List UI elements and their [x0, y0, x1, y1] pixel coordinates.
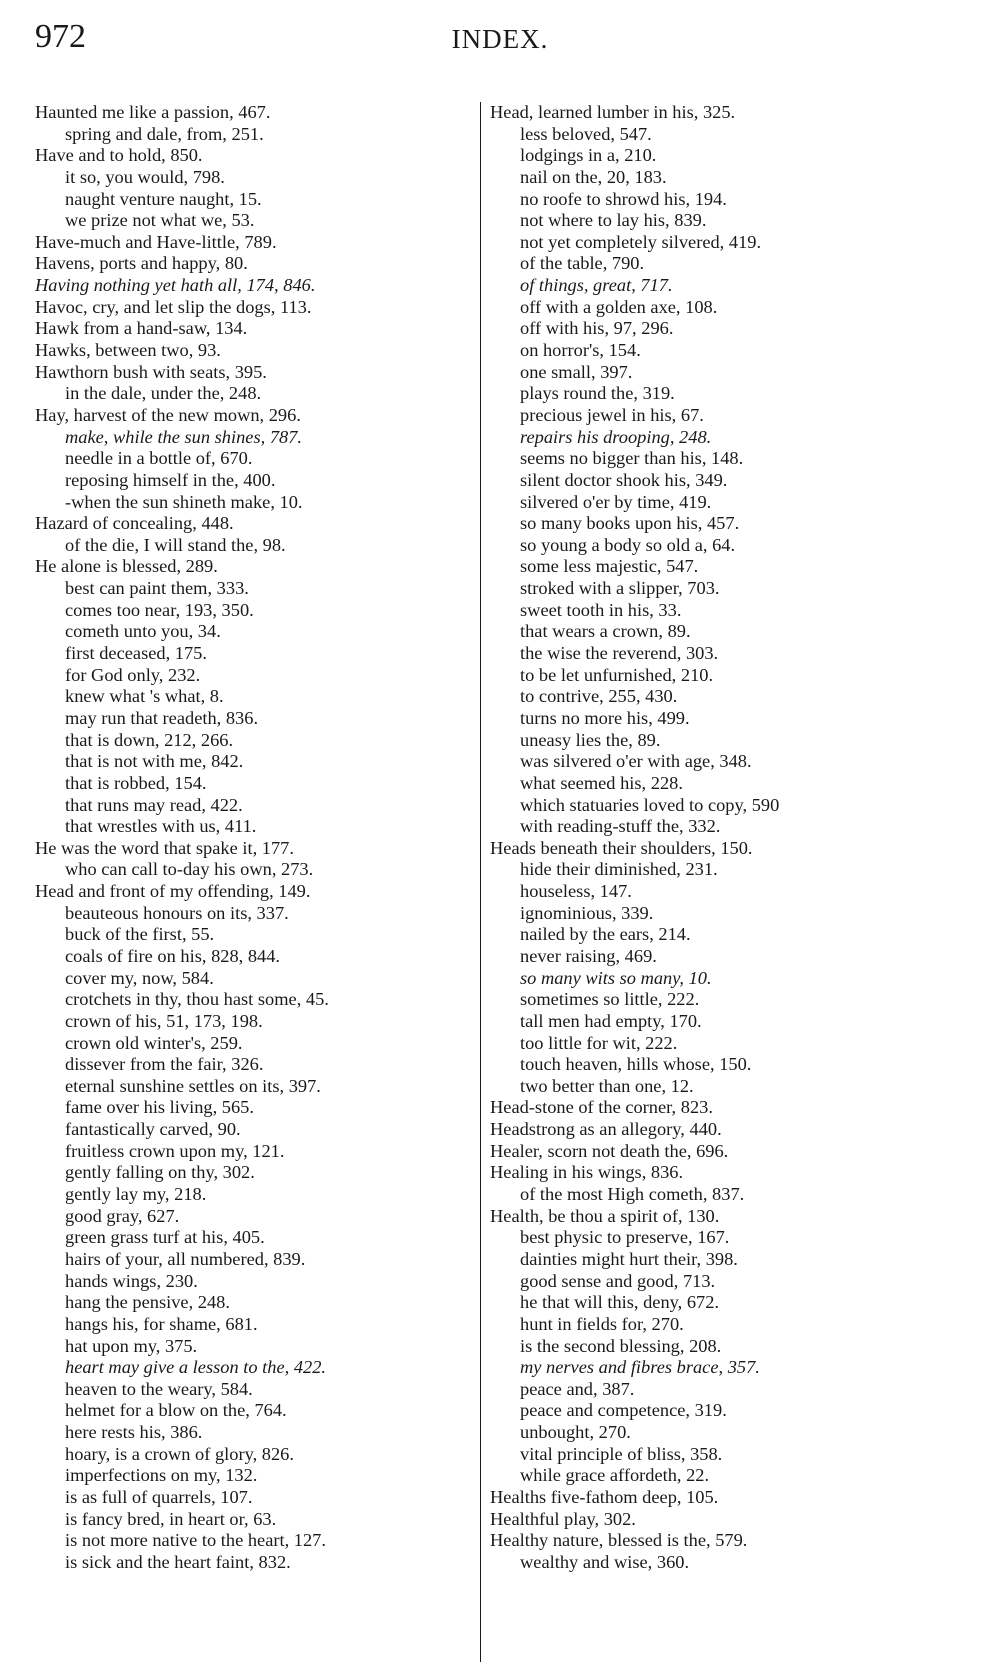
- index-subentry: cometh unto you, 34.: [65, 621, 221, 642]
- index-entry: Headstrong as an allegory, 440.: [490, 1119, 722, 1140]
- index-subentry: who can call to-day his own, 273.: [65, 859, 314, 880]
- index-subentry: is sick and the heart faint, 832.: [65, 1551, 291, 1572]
- index-subentry: hangs his, for shame, 681.: [65, 1313, 258, 1334]
- left-column: [35, 102, 505, 1574]
- index-subentry: good gray, 627.: [65, 1205, 180, 1226]
- index-subentry: that is down, 212, 266.: [65, 729, 234, 750]
- index-entry: Healing in his wings, 836.: [490, 1162, 684, 1183]
- index-subentry: ignominious, 339.: [520, 902, 654, 923]
- index-subentry: nail on the, 20, 183.: [520, 166, 667, 187]
- index-subentry: for God only, 232.: [65, 664, 201, 685]
- index-entry: He alone is blessed, 289.: [35, 556, 218, 577]
- index-subentry: silvered o'er by time, 419.: [520, 491, 712, 512]
- index-subentry: stroked with a slipper, 703.: [520, 578, 720, 599]
- index-entry: Have and to hold, 850.: [35, 145, 203, 166]
- index-subentry: which statuaries loved to copy, 590: [520, 794, 780, 815]
- index-subentry: here rests his, 386.: [65, 1422, 203, 1443]
- index-subentry: plays round the, 319.: [520, 383, 675, 404]
- index-subentry: too little for wit, 222.: [520, 1032, 678, 1053]
- index-entry: Healer, scorn not death the, 696.: [490, 1140, 729, 1161]
- index-subentry: one small, 397.: [520, 361, 633, 382]
- index-entry: Hawthorn bush with seats, 395.: [35, 361, 267, 382]
- index-subentry: that wrestles with us, 411.: [65, 816, 257, 837]
- index-subentry: never raising, 469.: [520, 945, 657, 966]
- index-subentry: good sense and good, 713.: [520, 1270, 716, 1291]
- index-subentry: we prize not what we, 53.: [65, 210, 255, 231]
- index-subentry: first deceased, 175.: [65, 643, 207, 664]
- index-subentry: hang the pensive, 248.: [65, 1292, 230, 1313]
- index-entry: Head, learned lumber in his, 325.: [490, 102, 736, 122]
- index-subentry: that wears a crown, 89.: [520, 621, 691, 642]
- index-subentry: sometimes so little, 222.: [520, 989, 700, 1010]
- index-subentry: dissever from the fair, 326.: [65, 1054, 264, 1075]
- index-subentry: hide their diminished, 231.: [520, 859, 718, 880]
- index-subentry: crotchets in thy, thou hast some, 45.: [65, 989, 329, 1010]
- index-subentry: heaven to the weary, 584.: [65, 1378, 253, 1399]
- index-subentry: that is robbed, 154.: [65, 772, 207, 793]
- index-subentry: in the dale, under the, 248.: [65, 383, 262, 404]
- index-subentry: green grass turf at his, 405.: [65, 1227, 265, 1248]
- index-subentry: hands wings, 230.: [65, 1270, 198, 1291]
- index-subentry: peace and, 387.: [520, 1378, 635, 1399]
- index-subentry: some less majestic, 547.: [520, 556, 699, 577]
- index-subentry: on horror's, 154.: [520, 340, 641, 361]
- index-subentry: what seemed his, 228.: [520, 772, 683, 793]
- index-entry: Havoc, cry, and let slip the dogs, 113.: [35, 296, 312, 317]
- index-subentry: cover my, now, 584.: [65, 967, 214, 988]
- index-subentry: tall men had empty, 170.: [520, 1010, 702, 1031]
- index-subentry: the wise the reverend, 303.: [520, 643, 719, 664]
- index-subentry: hat upon my, 375.: [65, 1335, 198, 1356]
- index-subentry: vital principle of bliss, 358.: [520, 1443, 723, 1464]
- index-subentry: uneasy lies the, 89.: [520, 729, 661, 750]
- index-subentry: is the second blessing, 208.: [520, 1335, 722, 1356]
- index-subentry: with reading-stuff the, 332.: [520, 816, 721, 837]
- index-subentry: peace and competence, 319.: [520, 1400, 727, 1421]
- index-subentry: two better than one, 12.: [520, 1075, 694, 1096]
- index-entry: Hawks, between two, 93.: [35, 340, 221, 361]
- index-subentry: off with his, 97, 296.: [520, 318, 674, 339]
- index-subentry: buck of the first, 55.: [65, 924, 215, 945]
- column-divider: [480, 102, 481, 1662]
- index-subentry: coals of fire on his, 828, 844.: [65, 945, 281, 966]
- index-entry: Healthful play, 302.: [490, 1508, 636, 1529]
- index-subentry: is as full of quarrels, 107.: [65, 1487, 253, 1507]
- index-subentry: so many books upon his, 457.: [520, 513, 740, 534]
- index-subentry: naught venture naught, 15.: [65, 188, 262, 209]
- index-entry: Having nothing yet hath all, 174, 846.: [35, 275, 316, 296]
- index-subentry: silent doctor shook his, 349.: [520, 469, 728, 490]
- index-subentry: -when the sun shineth make, 10.: [65, 491, 303, 512]
- index-subentry: beauteous honours on its, 337.: [65, 902, 289, 923]
- index-subentry: it so, you would, 798.: [65, 166, 225, 187]
- index-subentry: unbought, 270.: [520, 1422, 631, 1443]
- index-entry: He was the word that spake it, 177.: [35, 837, 294, 858]
- index-subentry: less beloved, 547.: [520, 123, 652, 144]
- index-entry: Healthy nature, blessed is the, 579.: [490, 1530, 748, 1551]
- index-subentry: spring and dale, from, 251.: [65, 123, 264, 144]
- index-subentry: not yet completely silvered, 419.: [520, 231, 762, 252]
- index-subentry: needle in a bottle of, 670.: [65, 448, 253, 469]
- index-entry: Hawk from a hand-saw, 134.: [35, 318, 248, 339]
- index-entry: Head-stone of the corner, 823.: [490, 1097, 713, 1118]
- index-subentry: fame over his living, 565.: [65, 1097, 254, 1118]
- index-subentry: fruitless crown upon my, 121.: [65, 1140, 285, 1161]
- index-subentry: sweet tooth in his, 33.: [520, 599, 682, 620]
- right-column: [490, 102, 960, 1574]
- index-entry: Havens, ports and happy, 80.: [35, 253, 248, 274]
- index-subentry: turns no more his, 499.: [520, 707, 690, 728]
- index-subentry: best physic to preserve, 167.: [520, 1227, 730, 1248]
- index-subentry: helmet for a blow on the, 764.: [65, 1400, 287, 1421]
- index-subentry: not where to lay his, 839.: [520, 210, 707, 231]
- index-subentry: seems no bigger than his, 148.: [520, 448, 744, 469]
- index-entry: Health, be thou a spirit of, 130.: [490, 1205, 720, 1226]
- index-subentry: so young a body so old a, 64.: [520, 534, 736, 555]
- index-subentry: that runs may read, 422.: [65, 794, 243, 815]
- index-entry: Haunted me like a passion, 467.: [35, 102, 271, 122]
- index-subentry: my nerves and fibres brace, 357.: [520, 1357, 760, 1378]
- index-subentry: to be let unfurnished, 210.: [520, 664, 714, 685]
- index-subentry: may run that readeth, 836.: [65, 707, 259, 728]
- index-subentry: of the table, 790.: [520, 253, 645, 274]
- index-entry: Have-much and Have-little, 789.: [35, 231, 277, 252]
- index-subentry: of the most High cometh, 837.: [520, 1184, 745, 1205]
- index-subentry: he that will this, deny, 672.: [520, 1292, 720, 1313]
- index-subentry: that is not with me, 842.: [65, 751, 244, 772]
- index-subentry: comes too near, 193, 350.: [65, 599, 254, 620]
- index-subentry: hoary, is a crown of glory, 826.: [65, 1443, 294, 1464]
- index-subentry: to contrive, 255, 430.: [520, 686, 678, 707]
- index-subentry: repairs his drooping, 248.: [520, 426, 712, 447]
- index-subentry: eternal sunshine settles on its, 397.: [65, 1075, 321, 1096]
- index-entry: Heads beneath their shoulders, 150.: [490, 837, 753, 858]
- index-subentry: off with a golden axe, 108.: [520, 296, 718, 317]
- index-subentry: lodgings in a, 210.: [520, 145, 657, 166]
- index-subentry: crown of his, 51, 173, 198.: [65, 1010, 263, 1031]
- index-entry: Head and front of my offending, 149.: [35, 881, 311, 902]
- index-entry: Healths five-fathom deep, 105.: [490, 1487, 719, 1507]
- index-subentry: wealthy and wise, 360.: [520, 1551, 690, 1572]
- index-subentry: was silvered o'er with age, 348.: [520, 751, 752, 772]
- index-subentry: houseless, 147.: [520, 881, 632, 902]
- index-subentry: crown old winter's, 259.: [65, 1032, 243, 1053]
- index-subentry: no roofe to shrowd his, 194.: [520, 188, 727, 209]
- index-subentry: of the die, I will stand the, 98.: [65, 534, 286, 555]
- index-subentry: gently falling on thy, 302.: [65, 1162, 255, 1183]
- index-subentry: hairs of your, all numbered, 839.: [65, 1248, 306, 1269]
- index-subentry: is not more native to the heart, 127.: [65, 1530, 326, 1551]
- index-subentry: nailed by the ears, 214.: [520, 924, 691, 945]
- index-subentry: so many wits so many, 10.: [520, 967, 712, 988]
- page-title: INDEX.: [451, 24, 549, 54]
- index-subentry: while grace affordeth, 22.: [520, 1465, 710, 1486]
- index-subentry: heart may give a lesson to the, 422.: [65, 1357, 326, 1378]
- index-subentry: imperfections on my, 132.: [65, 1465, 258, 1486]
- index-subentry: hunt in fields for, 270.: [520, 1313, 684, 1334]
- index-subentry: make, while the sun shines, 787.: [65, 426, 303, 447]
- index-subentry: touch heaven, hills whose, 150.: [520, 1054, 752, 1075]
- page-number: 972: [35, 18, 86, 55]
- index-subentry: of things, great, 717.: [520, 275, 673, 296]
- index-subentry: knew what 's what, 8.: [65, 686, 224, 707]
- index-subentry: best can paint them, 333.: [65, 578, 249, 599]
- index-subentry: reposing himself in the, 400.: [65, 469, 276, 490]
- index-subentry: is fancy bred, in heart or, 63.: [65, 1508, 277, 1529]
- index-subentry: dainties might hurt their, 398.: [520, 1248, 738, 1269]
- index-subentry: gently lay my, 218.: [65, 1184, 207, 1205]
- index-entry: Hazard of concealing, 448.: [35, 513, 234, 534]
- index-subentry: precious jewel in his, 67.: [520, 404, 704, 425]
- index-entry: Hay, harvest of the new mown, 296.: [35, 404, 301, 425]
- index-subentry: fantastically carved, 90.: [65, 1119, 241, 1140]
